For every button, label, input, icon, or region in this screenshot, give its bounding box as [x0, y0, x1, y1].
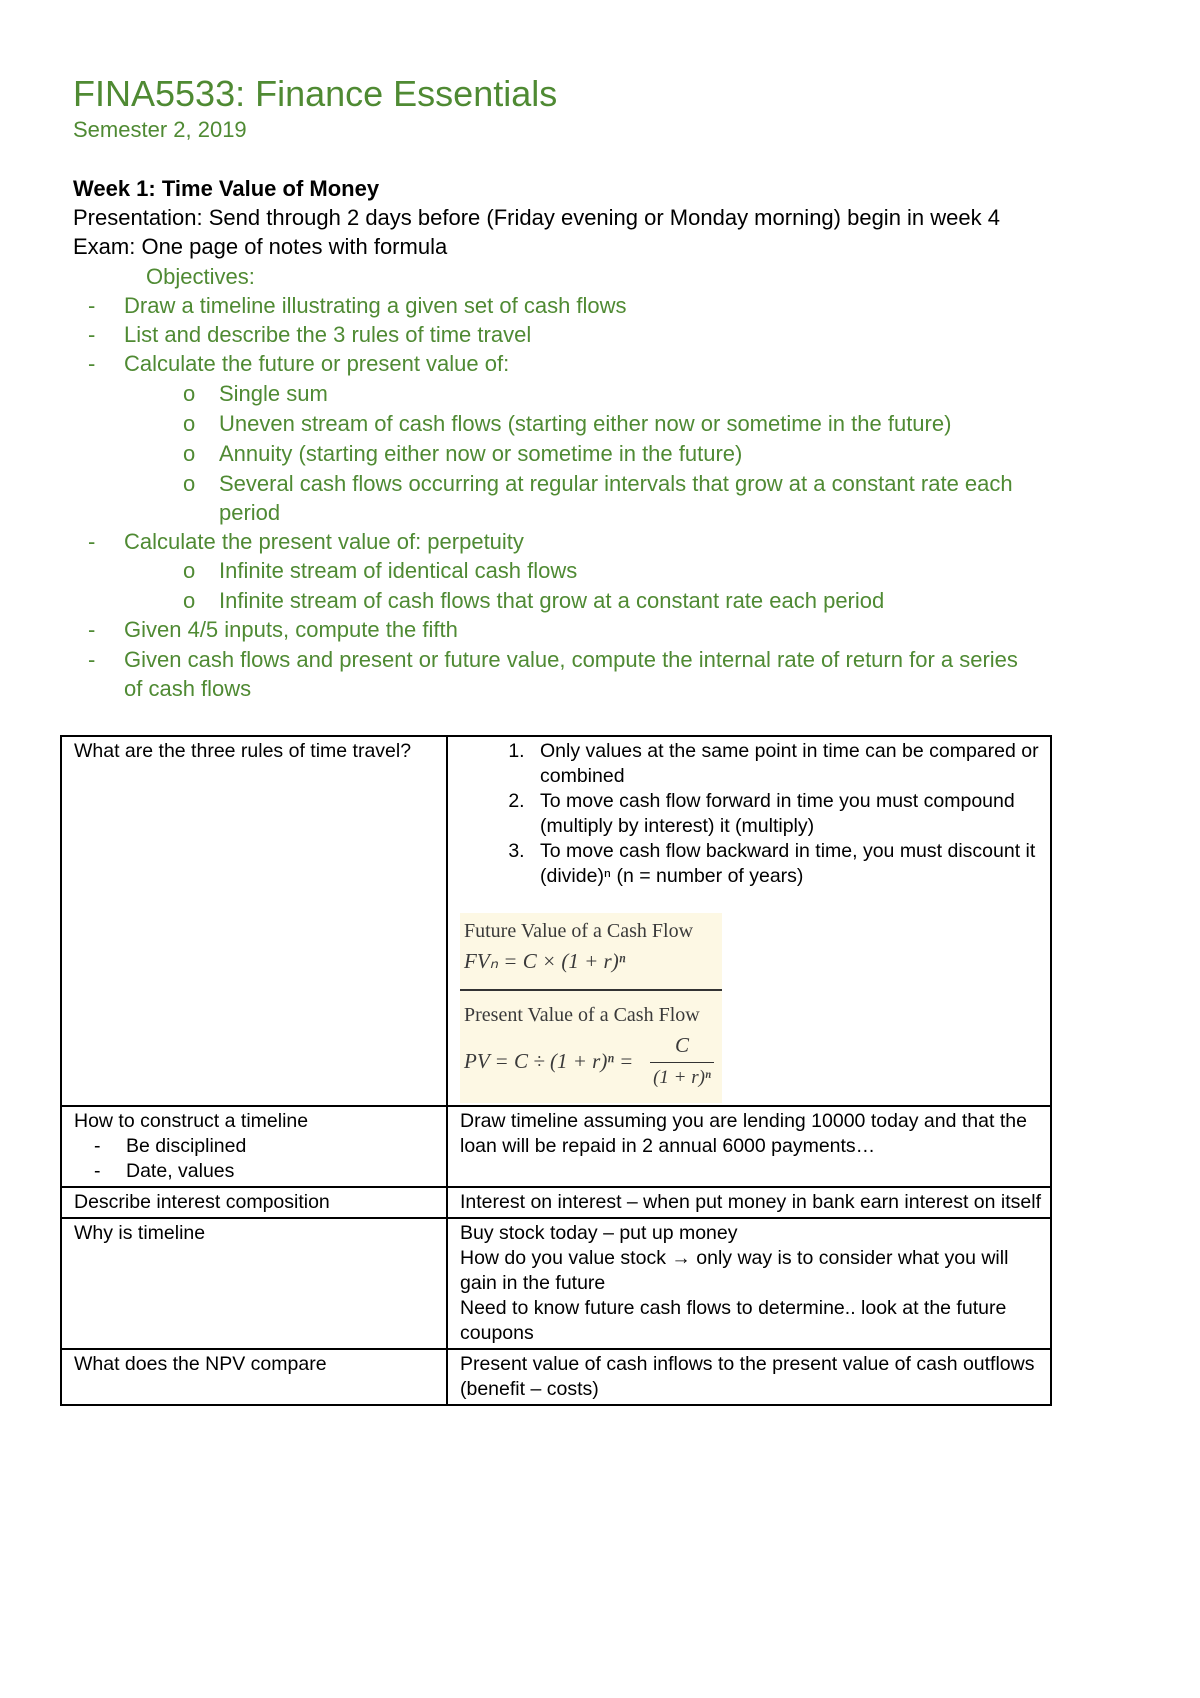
rule-item: 3. To move cash flow backward in time, you must discount it (divide)ⁿ (n = number of years) [530, 839, 1044, 889]
table-row [61, 1218, 1051, 1349]
dash-marker: - [88, 617, 96, 642]
pv-denominator: (1 + r)ⁿ [653, 1067, 711, 1088]
question-text: How to construct a timeline [74, 1110, 309, 1132]
table-row [61, 1349, 1051, 1405]
presentation-note: Presentation: Send through 2 days before (Friday evening or Monday morning) begin in week 4 [73, 205, 1000, 230]
sub-item: - Date, values [74, 1159, 440, 1184]
sub-list [74, 1134, 440, 1184]
question-cell: Why is timeline [61, 1218, 447, 1349]
answer-line: Buy stock today – put up money [460, 1222, 738, 1244]
circle-marker: o [183, 471, 196, 496]
objectives-heading: Objectives: [146, 264, 255, 289]
table-row [61, 1106, 1051, 1187]
rule-item: 2. To move cash flow forward in time you must compound (multiply by interest) it (multiply) [530, 789, 1044, 839]
answer-cell: Present value of cash inflows to the present value of cash outflows (benefit – costs) [447, 1349, 1051, 1405]
week-heading: Week 1: Time Value of Money [73, 176, 380, 201]
question-cell: Describe interest composition [61, 1187, 447, 1218]
document-title: FINA5533: Finance Essentials [73, 73, 558, 114]
dash-marker: - [88, 529, 96, 554]
rule-item: 1. Only values at the same point in time can be compared or combined [530, 739, 1044, 789]
answer-cell: Interest on interest – when put money in bank earn interest on itself [447, 1187, 1051, 1218]
question-cell: What does the NPV compare [61, 1349, 447, 1405]
circle-marker: o [183, 411, 196, 436]
dash-marker: - [88, 351, 96, 376]
pv-numerator: C [650, 1033, 714, 1063]
pv-fraction [650, 1033, 714, 1090]
answer-cell: Draw timeline assuming you are lending 10000 today and that the loan will be repaid in 2 annual 6000 payments… [447, 1106, 1051, 1187]
answer-line: How do you value stock → only way is to consider what you will gain in the future [460, 1247, 1009, 1294]
notes-table [60, 735, 1052, 1406]
formula-divider [460, 989, 722, 991]
formula-image [460, 913, 722, 1103]
document-subtitle: Semester 2, 2019 [73, 117, 247, 142]
circle-marker: o [183, 441, 196, 466]
dash-marker: - [88, 293, 96, 318]
circle-marker: o [183, 558, 196, 583]
dash-marker: - [88, 647, 96, 672]
answer-cell [447, 736, 1051, 1106]
question-cell [61, 1106, 447, 1187]
fv-heading: Future Value of a Cash Flow [464, 920, 694, 942]
answer-cell [447, 1218, 1051, 1349]
circle-marker: o [183, 588, 196, 613]
pv-equation: PV = C ÷ (1 + r)ⁿ = [464, 1049, 634, 1073]
rules-list [460, 739, 1044, 889]
question-cell: What are the three rules of time travel? [61, 736, 447, 1106]
dash-marker: - [88, 322, 96, 347]
circle-marker: o [183, 381, 196, 406]
document-page: FINA5533: Finance Essentials Semester 2, 2019 Week 1: Time Value of Money Presentation: Send through 2 days before (Friday evening or Monday morning) begin in week 4 Exam: One page of notes with formula Objectives: - Draw a timeline illustrating a given set of cash flows - List and describe the 3 rules of time travel - Calculate the future or present value of: o Single sum o Uneven stream of cash flows (starting either now or sometime in the future) o Annuity (starting either now or sometime in the future) o Several cash flows occurring at regular intervals that grow at a constant rate each period - Calculate the present value of: perpetuity o Infinite stream of identical cash flows o Infinite stream of cash flows that grow at a constant rate each period - Given 4/5 inputs, compute the fifth - Given cash flows and present or future value, compute the internal rate of return for a series of cash flows What are the three rules of time travel? 1. Only values at the same point in time can be compared or combined 2. To move cash flow forward in time you must compound (multiply by interest) it (multiply) 3. To move cash flow backward in time, you must discount it (divide)ⁿ (n = number of years) Future Value of a Cash Flow FVₙ = C × (1 + r)ⁿ Present Value of a Cash Flow PV = C ÷ (1 + r)ⁿ = $\frac{C}{\text{(1 + r)ⁿ}}$ How to construct a timeline - Be disciplined - Date, values Draw timeline assuming you are lending 10000 today and that the loan will be repaid in 2 annual 6000 payments… Describe interest composition Interest on interest – when put money in bank earn interest on itself Why is timeline Buy stock today – put up money How do you value stock → only way is to consider what you will gain in the future Need to know future cash flows to determine.. look at the future coupons What does the NPV compare Present value of cash inflows to the present value of cash outflows (benefit – costs) [0, 0, 1200, 1698]
sub-item: - Be disciplined [74, 1134, 440, 1159]
answer-line: Need to know future cash flows to determine.. look at the future coupons [460, 1297, 1007, 1344]
fv-equation: FVₙ = C × (1 + r)ⁿ [464, 949, 626, 973]
table-row [61, 736, 1051, 1106]
pv-heading: Present Value of a Cash Flow [464, 1004, 700, 1026]
table-row [61, 1187, 1051, 1218]
exam-note: Exam: One page of notes with formula [73, 234, 448, 259]
